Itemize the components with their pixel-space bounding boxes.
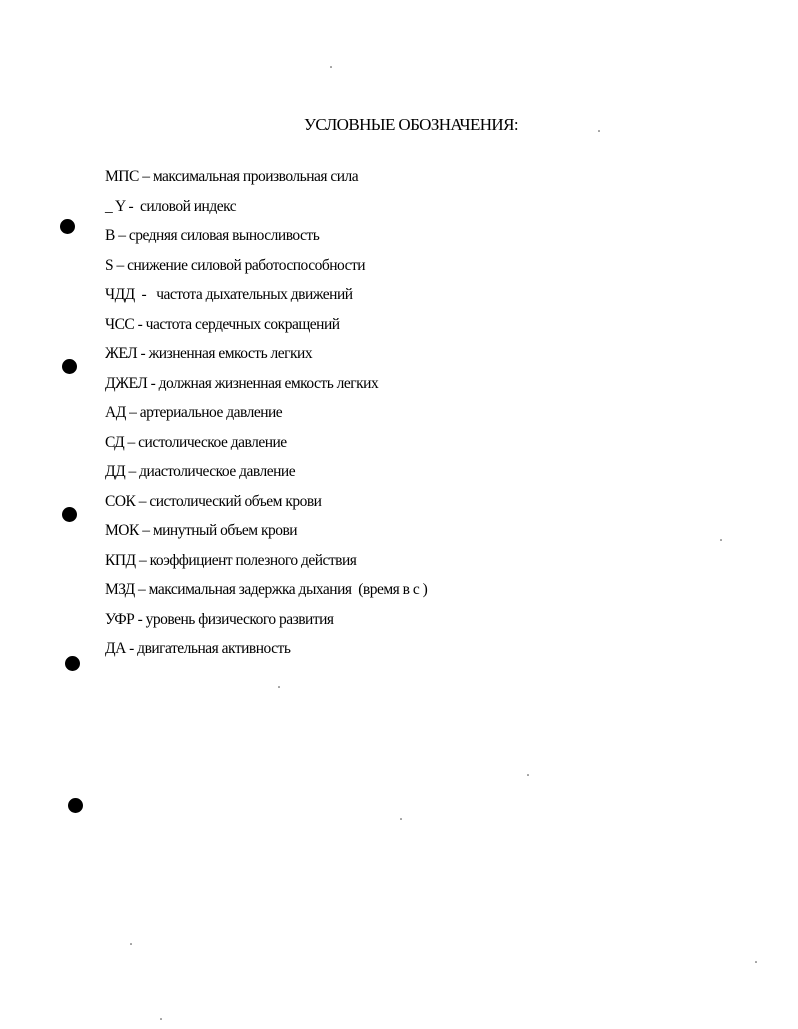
list-item-dd: ДД – диастолическое давление <box>105 463 296 480</box>
list-item-chss: ЧСС - частота сердечных сокращений <box>105 315 340 333</box>
list-item-ufr: УФР - уровень физического развития <box>105 610 334 628</box>
list-item-strength-index: _ Y - силовой индекс <box>105 197 237 215</box>
scan-speck <box>527 774 529 776</box>
scan-speck <box>755 961 757 963</box>
list-item-work-capacity-decrease: S – снижение силовой работоспособности <box>105 256 366 274</box>
scan-speck <box>400 818 402 820</box>
scan-speck <box>160 1018 162 1020</box>
punch-hole-3 <box>62 507 77 522</box>
document-title: УСЛОВНЫЕ ОБОЗНАЧЕНИЯ: <box>304 115 518 134</box>
punch-hole-4 <box>65 656 80 671</box>
list-item-mok: МОК – минутный объем крови <box>105 522 298 539</box>
scan-speck <box>130 943 132 945</box>
list-item-mps: МПС – максимальная произвольная сила <box>105 168 359 185</box>
list-item-chdd: ЧДД - частота дыхательных движений <box>105 286 353 303</box>
list-item-sd: СД – систолическое давление <box>105 433 287 451</box>
list-item-endurance: В – средняя силовая выносливость <box>105 227 320 244</box>
list-item-mzd: МЗД – максимальная задержка дыхания (время в с ) <box>105 581 428 598</box>
list-item-sok: СОК – систолический объем крови <box>105 492 322 510</box>
scan-speck <box>720 539 722 541</box>
punch-hole-1 <box>60 219 75 234</box>
scan-speck <box>278 686 280 688</box>
list-item-dzhel: ДЖЕЛ - должная жизненная емкость легких <box>105 374 379 392</box>
punch-hole-5 <box>68 798 83 813</box>
list-item-ad: АД – артериальное давление <box>105 404 283 421</box>
scan-speck <box>330 66 332 68</box>
list-item-da: ДА - двигательная активность <box>105 640 291 657</box>
punch-hole-2 <box>62 359 77 374</box>
list-item-zhel: ЖЕЛ - жизненная емкость легких <box>105 345 313 362</box>
abbreviation-list <box>105 166 427 668</box>
list-item-kpd: КПД – коэффициент полезного действия <box>105 551 357 569</box>
